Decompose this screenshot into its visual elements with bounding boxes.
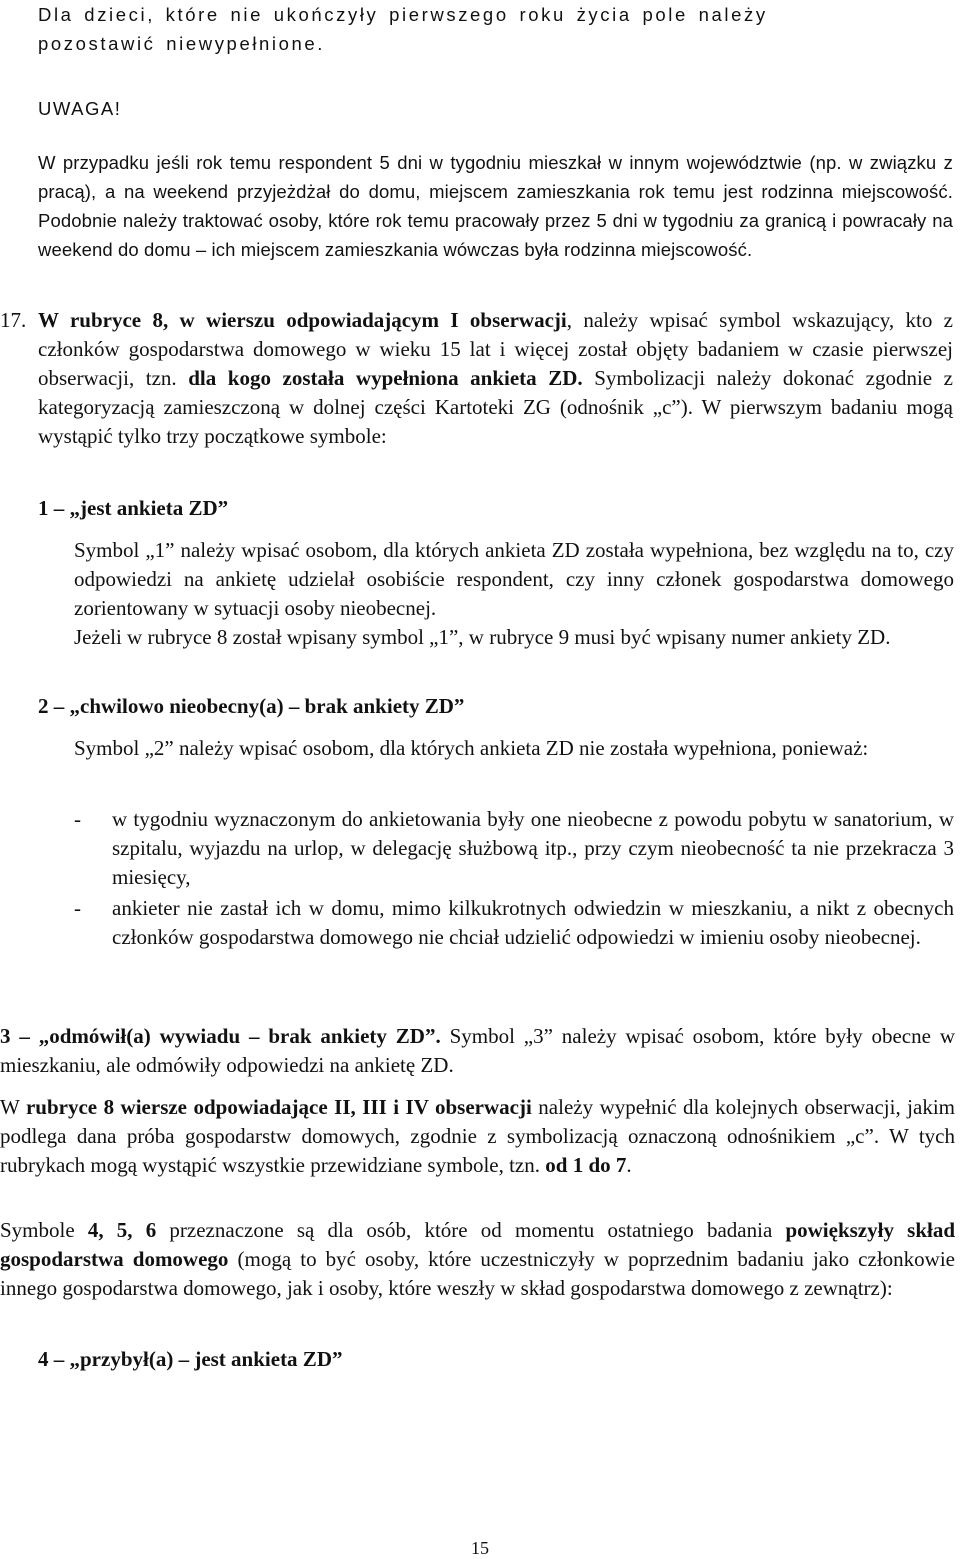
intro-line-1: Dla dzieci, które nie ukończyły pierwszego roku życia pole należy — [38, 4, 768, 25]
rubryka-8-bold-2: od 1 do 7 — [545, 1153, 627, 1177]
symbol-1-desc: Symbol „1” należy wpisać osobom, dla których ankieta ZD została wypełniona, bez względu na to, czy odpowiedzi na ankietę udzielał osobiście respondent, czy inny członek gospodarstwa domowego zorientowany w sytuacji osoby nieobecnej. — [74, 538, 954, 620]
bullet-marker-1: - — [74, 807, 81, 831]
item-17-bold-lead: W rubryce 8, w wierszu odpowiadającym I obserwacji — [38, 308, 567, 332]
item-17-text-1: , należy wpisać symbol wskazujący, kto z członków gospodarstwa domowego w wieku 15 lat i więcej został objęty badaniem w czasie pierwszej obserwacji, tzn. — [38, 308, 953, 390]
rubryka-8-bold-1: rubryce 8 wiersze odpowiadające II, III i IV obserwacji — [25, 1095, 532, 1119]
intro-line-2: pozostawić niewypełnione. — [38, 33, 326, 54]
symbol-3-paragraph — [0, 1022, 955, 1080]
symbol-1-heading: 1 – „jest ankieta ZD” — [38, 496, 229, 520]
rubryka-8-text-1: W — [0, 1095, 26, 1119]
symbol-4-heading: 4 – „przybył(a) – jest ankieta ZD” — [38, 1347, 343, 1371]
symbol-1-description — [74, 536, 954, 652]
symbole-456-text-2: przeznaczone są dla osób, które od momentu ostatniego badania — [156, 1218, 786, 1242]
rubryka-8-text-3: . — [626, 1153, 632, 1177]
symbole-456-bold-2: powiększyły skład gospodarstwa domowego — [0, 1218, 956, 1271]
symbol-3-heading: 3 – „odmówił(a) wywiadu – brak ankiety ZD”. — [0, 1024, 441, 1048]
symbole-456-bold-1: 4, 5, 6 — [87, 1218, 157, 1242]
item-17-text-2: Symbolizacji należy dokonać zgodnie z kategoryzacją zamieszczoną w dolnej części Kartoteki ZG (odnośnik „c”). W pierwszym badaniu mogą wystąpić tylko trzy początkowe symbole: — [38, 366, 953, 448]
symbol-2-bullet-1: w tygodniu wyznaczonym do ankietowania były one nieobecne z powodu pobytu w sanatorium, w szpitalu, wyjazdu na urlop, w delegację służbową itp., przy czym nieobecność ta nie przekracza 3 miesięcy, — [112, 807, 954, 889]
symbol-2-bullet-2: ankieter nie zastał ich w domu, mimo kilkukrotnych odwiedzin w mieszkaniu, a nikt z obecnych członków gospodarstwa domowego nie chciał udzielić odpowiedzi w imieniu osoby nieobecnej. — [112, 896, 954, 949]
symbole-456-text-3: (mogą to być osoby, które uczestniczyły w poprzednim badaniu jako członkowie innego gospodarstwa domowego, jak i osoby, które weszły w skład gospodarstwa domowego z zewnątrz): — [0, 1247, 955, 1300]
symbole-456-paragraph — [0, 1216, 955, 1303]
item-17-bold-mid: dla kogo została wypełniona ankieta ZD. — [188, 366, 583, 390]
item-17-number: 17. — [0, 308, 27, 332]
item-17-paragraph — [38, 306, 953, 451]
symbol-1-note: Jeżeli w rubryce 8 został wpisany symbol „1”, w rubryce 9 musi być wpisany numer ankiety ZD. — [74, 625, 891, 649]
symbole-456-text-1: Symbole — [0, 1218, 88, 1242]
rubryka-8-paragraph — [0, 1093, 955, 1180]
uwaga-heading: UWAGA! — [38, 98, 122, 119]
bullet-marker-2: - — [74, 896, 81, 920]
symbol-2-description: Symbol „2” należy wpisać osobom, dla których ankieta ZD nie została wypełniona, ponieważ: — [74, 736, 869, 760]
rubryka-8-text-2: należy wypełnić dla kolejnych obserwacji, jakim podlega dana próba gospodarstw domowych, zgodnie z symbolizacją oznaczoną odnośnikiem „c”. W tych rubrykach mogą wystąpić wszystkie przewidziane symbole, tzn. — [0, 1095, 956, 1177]
uwaga-text-a: W przypadku jeśli rok temu respondent 5 dni w tygodniu mieszkał w innym województwie — [38, 152, 802, 173]
uwaga-text-c: Podobnie należy traktować osoby, które rok temu pracowały przez 5 dni w tygodniu za granicą i powracały na weekend do domu – ich miejscem zamieszkania wówczas była rodzinna miejscowość. — [38, 210, 953, 260]
symbol-3-desc: Symbol „3” należy wpisać osobom, które były obecne w mieszkaniu, ale odmówiły odpowiedzi na ankietę ZD. — [0, 1024, 955, 1077]
page-number: 15 — [471, 1538, 489, 1558]
symbol-2-heading: 2 – „chwilowo nieobecny(a) – brak ankiety ZD” — [38, 694, 465, 718]
intro-paragraph — [38, 0, 953, 58]
uwaga-paragraph — [38, 148, 953, 264]
uwaga-text-b: (np. w związku z pracą), a na weekend przyjeżdżał do domu, miejscem zamieszkania rok temu jest rodzinna miejscowość. — [38, 152, 953, 202]
